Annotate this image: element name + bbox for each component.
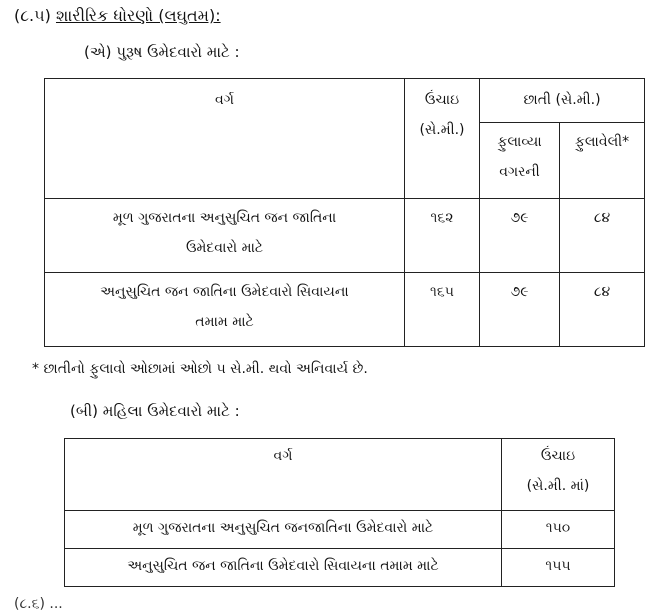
row-height: ૧૫૫ <box>502 549 615 587</box>
header-height: ઉંચાઇ (સે.મી. માં) <box>502 439 615 511</box>
header-chest-expanded: ફુલાવેલી* <box>560 123 645 199</box>
row-chest-expanded: ૮૪ <box>560 199 645 273</box>
section-title: શારીરિક ધોરણો (લઘુતમ): <box>55 6 221 25</box>
row-chest-expanded: ૮૪ <box>560 273 645 347</box>
table-row <box>45 273 645 347</box>
header-chest: છાતી (સે.મી.) <box>480 79 645 123</box>
table-row <box>65 549 615 587</box>
row-chest-unexpanded: ૭૯ <box>480 199 560 273</box>
row-chest-unexpanded: ૭૯ <box>480 273 560 347</box>
row-height: ૧૫૦ <box>502 511 615 549</box>
row-category: અનુસુચિત જન જાતિના ઉમેદવારો સિવાયના તમામ માટે <box>65 549 502 587</box>
row-height: ૧૬૨ <box>405 199 480 273</box>
part-a-heading: (એ) પુરૂષ ઉમેદવારો માટે : <box>84 43 240 61</box>
section-number: (૮.૫) <box>14 6 51 25</box>
header-chest-unexpanded: ફુલાવ્યા વગરની <box>480 123 560 199</box>
next-section-cutoff: (૮.૬) ... <box>14 596 63 612</box>
table-row <box>45 199 645 273</box>
male-standards-table <box>44 78 645 347</box>
header-category: વર્ગ <box>45 79 405 199</box>
female-standards-table <box>64 438 615 587</box>
row-category: અનુસુચિત જન જાતિના ઉમેદવારો સિવાયના તમામ માટે <box>45 273 405 347</box>
row-category: મૂળ ગુજરાતના અનુસુચિત જન જાતિના ઉમેદવારો માટે <box>45 199 405 273</box>
table-row <box>65 511 615 549</box>
section-heading <box>14 6 221 26</box>
chest-footnote: * છાતીનો ફુલાવો ઓછામાં ઓછો ૫ સે.મી. થવો અનિવાર્ય છે. <box>32 361 368 377</box>
row-height: ૧૬૫ <box>405 273 480 347</box>
part-b-heading: (બી) મહિલા ઉમેદવારો માટે : <box>70 402 240 420</box>
header-height: ઉંચાઇ (સે.મી.) <box>405 79 480 199</box>
row-category: મૂળ ગુજરાતના અનુસુચિત જનજાતિના ઉમેદવારો માટે <box>65 511 502 549</box>
header-category: વર્ગ <box>65 439 502 511</box>
